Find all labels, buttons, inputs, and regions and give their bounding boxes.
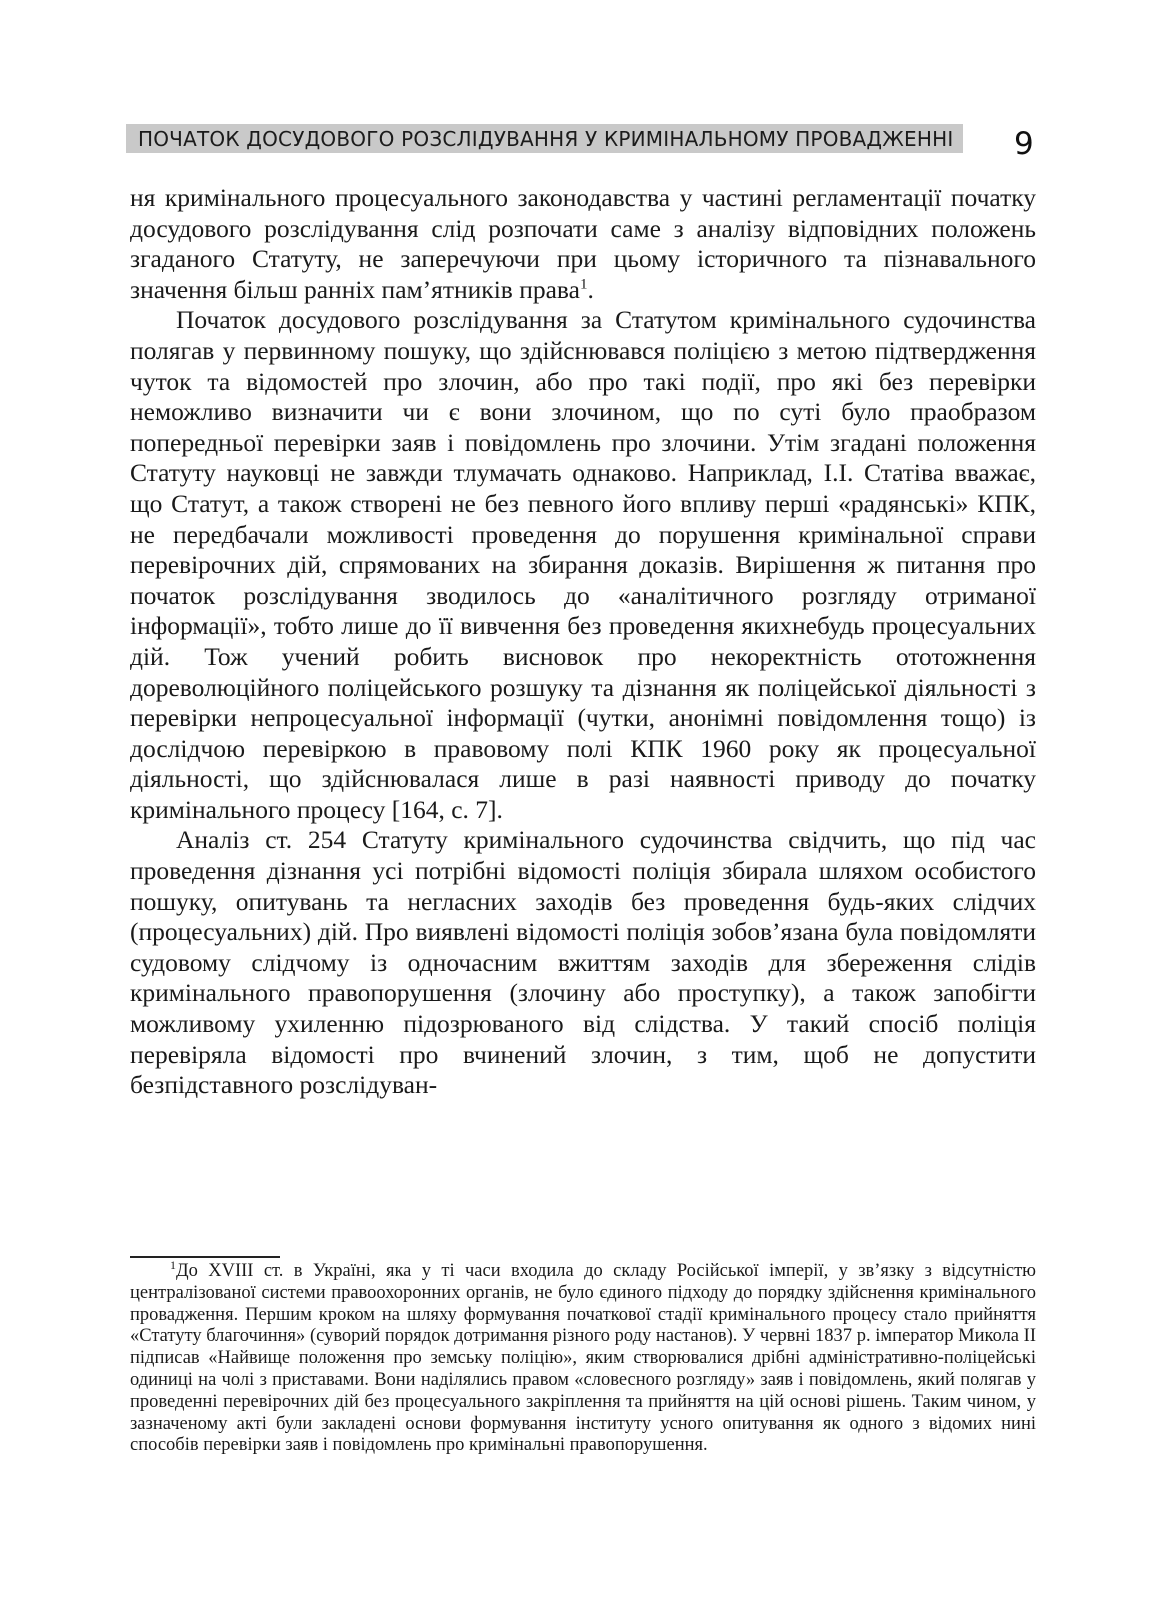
footnote-paragraph [130,1257,1036,1457]
footnote [130,1257,1036,1457]
page-number: 9 [1014,126,1034,162]
paragraph-continuation [130,183,1036,305]
paragraph: Початок досудового розслідування за Статутом кримінального судочинства полягав у первинному пошуку, що здійснювався поліцією з метою підтвердження чуток та відомостей про злочин, або про такі події, про які без перевірки неможливо визначити чи є вони злочином, що по суті було праобразом попередньої перевірки заяв і повідомлень про злочини. Утім згадані положення Статуту науковці не завжди тлумачать однаково. Наприклад, І.І. Статіва вважає, що Статут, а також створені не без певного його впливу перші «радянські» КПК, не передбачали можливості проведення до порушення кримінальної справи перевірочних дій, спрямованих на збирання доказів. Вирішення ж питання про початок розслідування зводилось до «аналітичного розгляду отриманої інформації», тобто лише до її вивчення без проведення якихнебудь процесуальних дій. Тож учений робить висновок про некоректність ототожнення дореволюційного поліцейського розшуку та дізнання як поліцейської діяльності з перевірки непроцесуальної інформації (чутки, анонімні повідомлення тощо) із дослідчою перевіркою в правовому полі КПК 1960 року як процесуальної діяльності, що здійснювалася лише в разі наявності приводу до початку кримінального процесу [164, с. 7]. [130,305,1036,824]
paragraph-text: ня кримінального процесуального законодавства у частині регламентації початку досудового розслідування слід розпочати саме з аналізу відповідних положень згаданого Статуту, не заперечуючи при цьому історичного та пізнавального значення більш ранніх пам’ятників права [130,183,1036,304]
running-header-title: ПОЧАТОК ДОСУДОВОГО РОЗСЛІДУВАННЯ У КРИМІНАЛЬНОМУ ПРОВАДЖЕННІ [138,127,954,151]
footnote-reference[interactable]: 1 [579,276,588,293]
paragraph: Аналіз ст. 254 Статуту кримінального судочинства свідчить, що під час проведення дізнання усі потрібні відомості поліція збирала шляхом особистого пошуку, опитувань та негласних заходів без проведення будь-яких слідчих (процесуальних) дій. Про виявлені відомості поліція зобов’язана була повідомляти судовому слідчому із одночасним вжиттям заходів для збереження слідів кримінального правопорушення (злочину або проступку), а також запобігти можливому ухиленню підозрюваного від слідства. У такий спосіб поліція перевіряла відомості про вчинений злочин, з тим, щоб не допустити безпідставного розслідуван- [130,825,1036,1100]
footnote-separator [130,1256,280,1258]
main-text [130,183,1036,1101]
footnote-text: До XVIII ст. в Україні, яка у ті часи входила до складу Російської імперії, у зв’язку з відсутністю централізованої системи правоохоронних органів, не було єдиного підходу до порядку здійснення кримінального провадження. Першим кроком на шляху формування початкової стадії кримінального процесу стало прийняття «Статуту благочиння» (суворий порядок дотримання різного роду настанов). У червні 1837 р. імператор Микола ІІ підписав «Найвище положення про земську поліцію», яким створювалися дрібні адміністративно-поліцейські одиниці на чолі з приставами. Вони наділялись правом «словесного розгляду» заяв і повідомлень, який полягав у проведенні перевірочних дій без процесуального закріплення та прийняття на цій основі рішень. Таким чином, у зазначеному акті були закладені основи формування інституту усного опитування як одного з відомих нині способів перевірки заяв і повідомлень про кримінальні правопорушення. [130,1261,1036,1456]
footnote-marker: 1 [170,1257,176,1272]
paragraph-end: . [587,274,594,304]
